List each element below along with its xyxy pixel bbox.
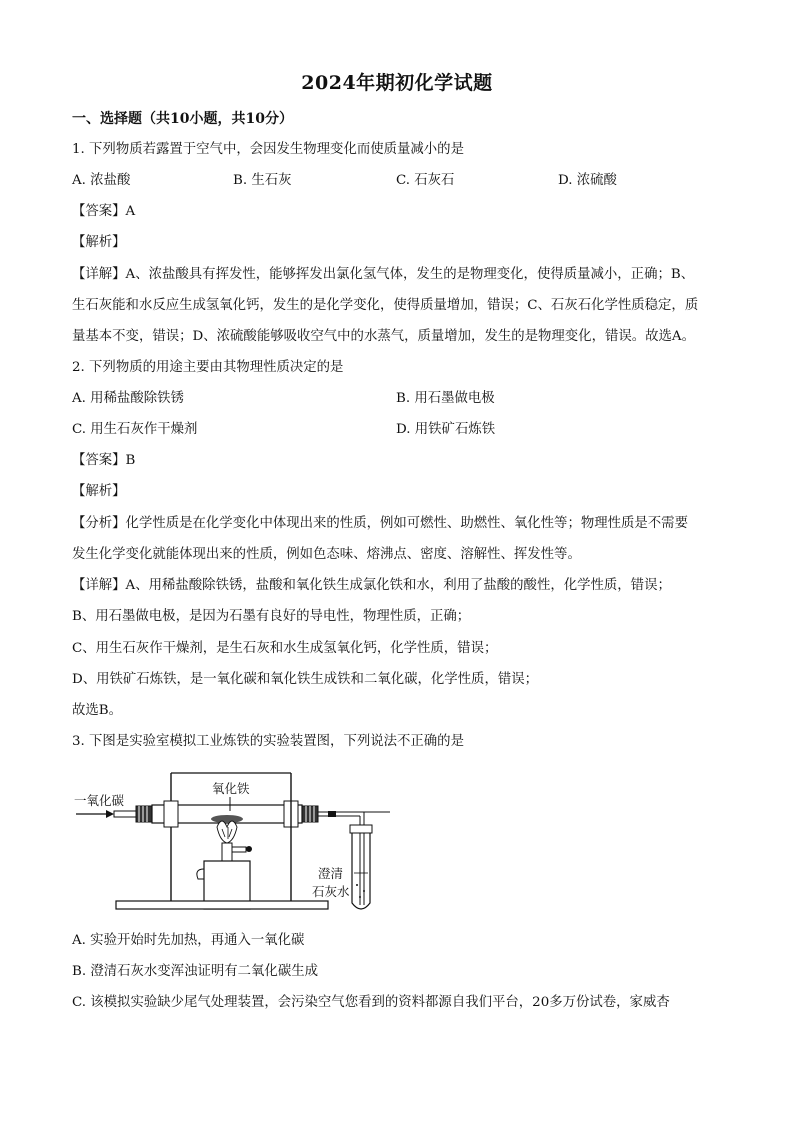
iron-oxide-label: 氧化铁 [212, 781, 250, 796]
q2-answer: 【答案】B [72, 453, 136, 468]
iron-smelting-apparatus-diagram [72, 765, 402, 915]
q1-detail-line: 生石灰能和水反应生成氢氧化钙，发生的是化学变化，使得质量增加，错误；C、石灰石化学性质稳定，质 [72, 298, 699, 313]
limewater-label-2: 石灰水 [312, 884, 350, 899]
q1-option-c: C. 石灰石 [396, 173, 455, 188]
question-3-stem: 3. 下图是实验室模拟工业炼铁的实验装置图，下列说法不正确的是 [72, 734, 464, 749]
q2-fenxi-line: 发生化学变化就能体现出来的性质，例如色态味、熔沸点、密度、溶解性、挥发性等。 [72, 547, 581, 562]
q1-detail-line: 【详解】A、浓盐酸具有挥发性，能够挥发出氯化氢气体，发生的是物理变化，使得质量减小，正确；B、 [72, 267, 695, 282]
q2-option-a: A. 用稀盐酸除铁锈 [72, 391, 184, 406]
q1-option-b: B. 生石灰 [233, 173, 292, 188]
section-heading: 一、选择题（共10小题，共10分） [72, 111, 293, 127]
q2-fenxi-line: 【分析】化学性质是在化学变化中体现出来的性质，例如可燃性、助燃性、氧化性等；物理性质是不需要 [72, 516, 688, 531]
q1-detail-line: 量基本不变，错误；D、浓硫酸能够吸收空气中的水蒸气，质量增加，发生的是物理变化，错误。故选A。 [72, 329, 695, 344]
q2-option-d: D. 用铁矿石炼铁 [396, 422, 496, 437]
q1-option-d: D. 浓硫酸 [558, 173, 617, 188]
q2-analysis-label: 【解析】 [72, 484, 126, 499]
q1-analysis-label: 【解析】 [72, 235, 126, 250]
question-2-stem: 2. 下列物质的用途主要由其物理性质决定的是 [72, 360, 344, 375]
q2-detail-line: B、用石墨做电极，是因为石墨有良好的导电性，物理性质，正确； [72, 609, 471, 624]
q3-option-a: A. 实验开始时先加热，再通入一氧化碳 [72, 933, 305, 948]
q1-option-a: A. 浓盐酸 [72, 173, 131, 188]
q2-detail-line: C、用生石灰作干燥剂，是生石灰和水生成氢氧化钙，化学性质，错误； [72, 641, 498, 656]
q1-answer: 【答案】A [72, 204, 136, 219]
limewater-label-1: 澄清 [318, 866, 344, 881]
q3-option-b: B. 澄清石灰水变浑浊证明有二氧化碳生成 [72, 964, 318, 979]
co-label: 一氧化碳 [74, 793, 125, 808]
q2-option-b: B. 用石墨做电极 [396, 391, 495, 406]
q2-detail-line: D、用铁矿石炼铁，是一氧化碳和氧化铁生成铁和二氧化碳，化学性质，错误； [72, 672, 539, 687]
page-title: 2024年期初化学试题 [301, 72, 493, 94]
q2-option-c: C. 用生石灰作干燥剂 [72, 422, 198, 437]
q2-detail-line: 【详解】A、用稀盐酸除铁锈，盐酸和氧化铁生成氯化铁和水，利用了盐酸的酸性，化学性质，错误； [72, 578, 671, 593]
q3-option-c: C. 该模拟实验缺少尾气处理装置，会污染空气您看到的资料都源自我们平台，20多万份试卷，家威杏 [72, 995, 670, 1010]
q2-detail-line: 故选B。 [72, 703, 123, 718]
question-1-stem: 1. 下列物质若露置于空气中，会因发生物理变化而使质量减小的是 [72, 142, 464, 157]
